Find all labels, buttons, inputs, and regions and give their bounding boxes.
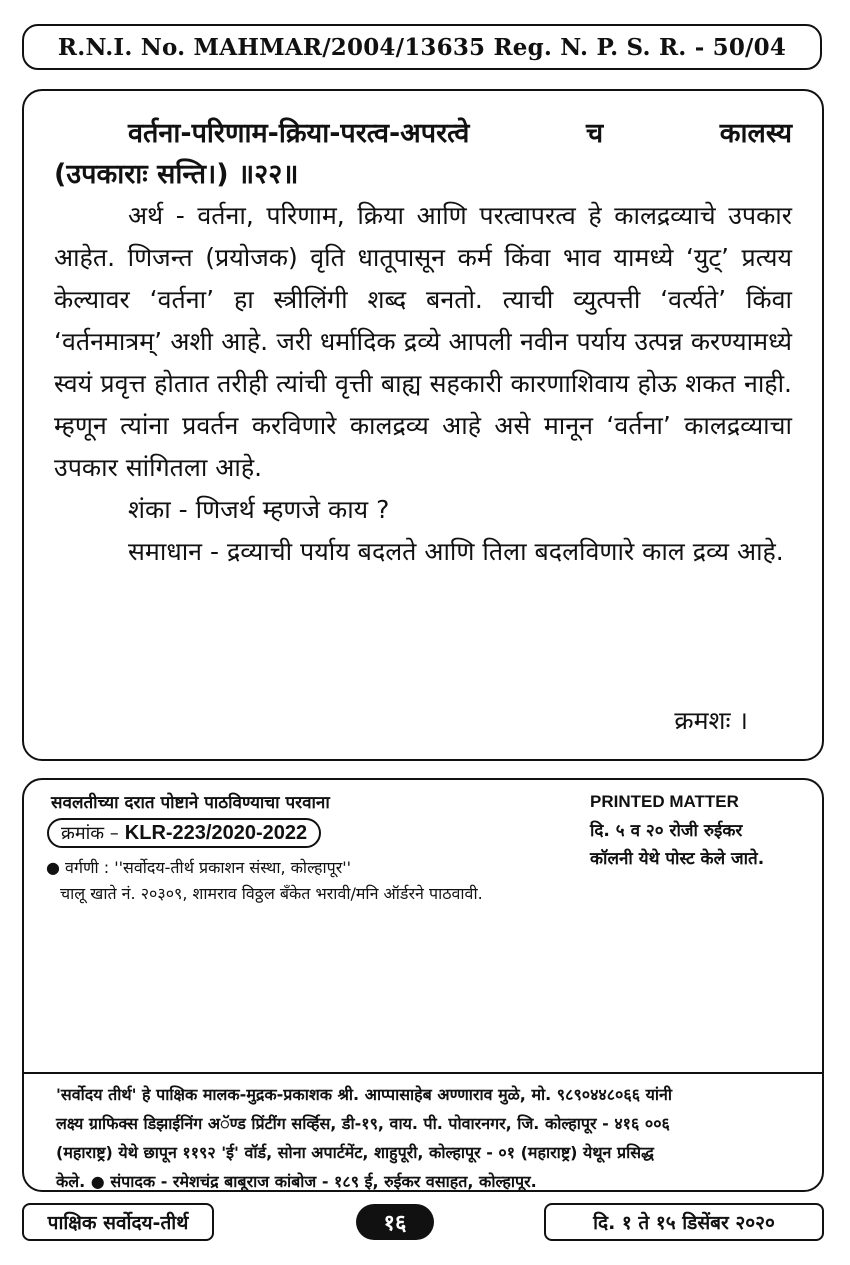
publication-name-box: पाक्षिक सर्वोदय-तीर्थ	[22, 1203, 214, 1241]
continued-marker: क्रमशः ।	[674, 706, 748, 735]
licence-number-badge	[47, 818, 321, 848]
postal-info-box	[22, 778, 824, 1192]
explanation-paragraph: अर्थ - वर्तना, परिणाम, क्रिया आणि परत्वापरत्व हे कालद्रव्याचे उपकार आहेत. णिजन्त (प्रयोजक) वृति धातूपासून कर्म किंवा भाव यामध्ये ‘युट्’ प्रत्यय केल्यावर ‘वर्तना’ हा स्त्रीलिंगी शब्द बनतो. त्याची व्युत्पत्ती ‘वर्त्यते’ किंवा ‘वर्तनमात्रम्’ अशी आहे. जरी धर्मादिक द्रव्ये आपली नवीन पर्याय उत्पन्न करण्यामध्ये स्वयं प्रवृत्त होतात तरीही त्यांची वृत्ती बाह्य सहकारी कारणाशिवाय होऊ शकत नाही. म्हणून त्यांना प्रवर्तन करविणारे कालद्रव्य आहे असे मानून ‘वर्तना’ कालद्रव्याचा उपकार सांगितला आहे.	[54, 201, 792, 482]
posting-note-line-1: दि. ५ व २० रोजी रुईकर	[590, 821, 743, 841]
imprint-line: केले. ● संपादक - रमेशचंद्र बाबूराज कांबोज - १८९ ई, रुईकर वसाहत, कोल्हापूर.	[56, 1172, 537, 1191]
rni-registration: R.N.I. No. MAHMAR/2004/13635 Reg. N. P. S. R. - 50/04	[57, 33, 787, 61]
licence-number-label: क्रमांक –	[61, 823, 119, 844]
postal-concession-title: सवलतीच्या दरात पोष्टाने पाठविण्याचा परवाना	[51, 793, 330, 813]
bank-account-line: चालू खाते नं. २०३०९, शामराव विठ्ठल बँकेत भरावी/मनि ऑर्डरने पाठवावी.	[60, 884, 483, 903]
posting-note-line-2: कॉलनी येथे पोस्ट केले जाते.	[590, 849, 765, 869]
sutra-heading	[54, 113, 792, 195]
subscription-line: ● वर्गणी : ''सर्वोदय-तीर्थ प्रकाशन संस्था, कोल्हापूर''	[46, 858, 352, 877]
licence-number-value: KLR-223/2020-2022	[124, 821, 308, 844]
publisher-imprint	[56, 1080, 796, 1196]
printed-matter-label: PRINTED MATTER	[590, 792, 739, 811]
page-number-badge: १६	[356, 1204, 434, 1240]
sutra-line-1: वर्तना-परिणाम-क्रिया-परत्व-अपरत्वे च कालस्य	[128, 118, 792, 149]
article-box	[22, 89, 824, 761]
sutra-line-2: (उपकाराः सन्ति।) ॥२२॥	[54, 159, 299, 190]
imprint-line: 'सर्वोदय तीर्थ' हे पाक्षिक मालक-मुद्रक-प्रकाशक श्री. आप्पासाहेब अण्णाराव मुळे, मो. ९८९०४४८०६६ यांनी	[56, 1085, 673, 1104]
rni-header-box	[22, 24, 822, 70]
issue-date-box: दि. १ ते १५ डिसेंबर २०२०	[544, 1203, 824, 1241]
imprint-divider	[24, 1072, 822, 1074]
question-paragraph: शंका - णिजर्थ म्हणजे काय ?	[128, 495, 390, 524]
imprint-line: लक्ष्य ग्राफिक्स डिझाईनिंग अॅण्ड प्रिंटींग सर्व्हिस, डी-१९, वाय. पी. पोवारनगर, जि. कोल्हापूर - ४१६ ००६	[56, 1114, 670, 1133]
imprint-line: (महाराष्ट्र) येथे छापून ११९२ 'ई' वॉर्ड, सोना अपार्टमेंट, शाहुपूरी, कोल्हापूर - ०१ (महाराष्ट्र) येथून प्रसिद्ध	[56, 1143, 654, 1162]
answer-paragraph: समाधान - द्रव्याची पर्याय बदलते आणि तिला बदलविणारे काल द्रव्य आहे.	[128, 537, 784, 566]
